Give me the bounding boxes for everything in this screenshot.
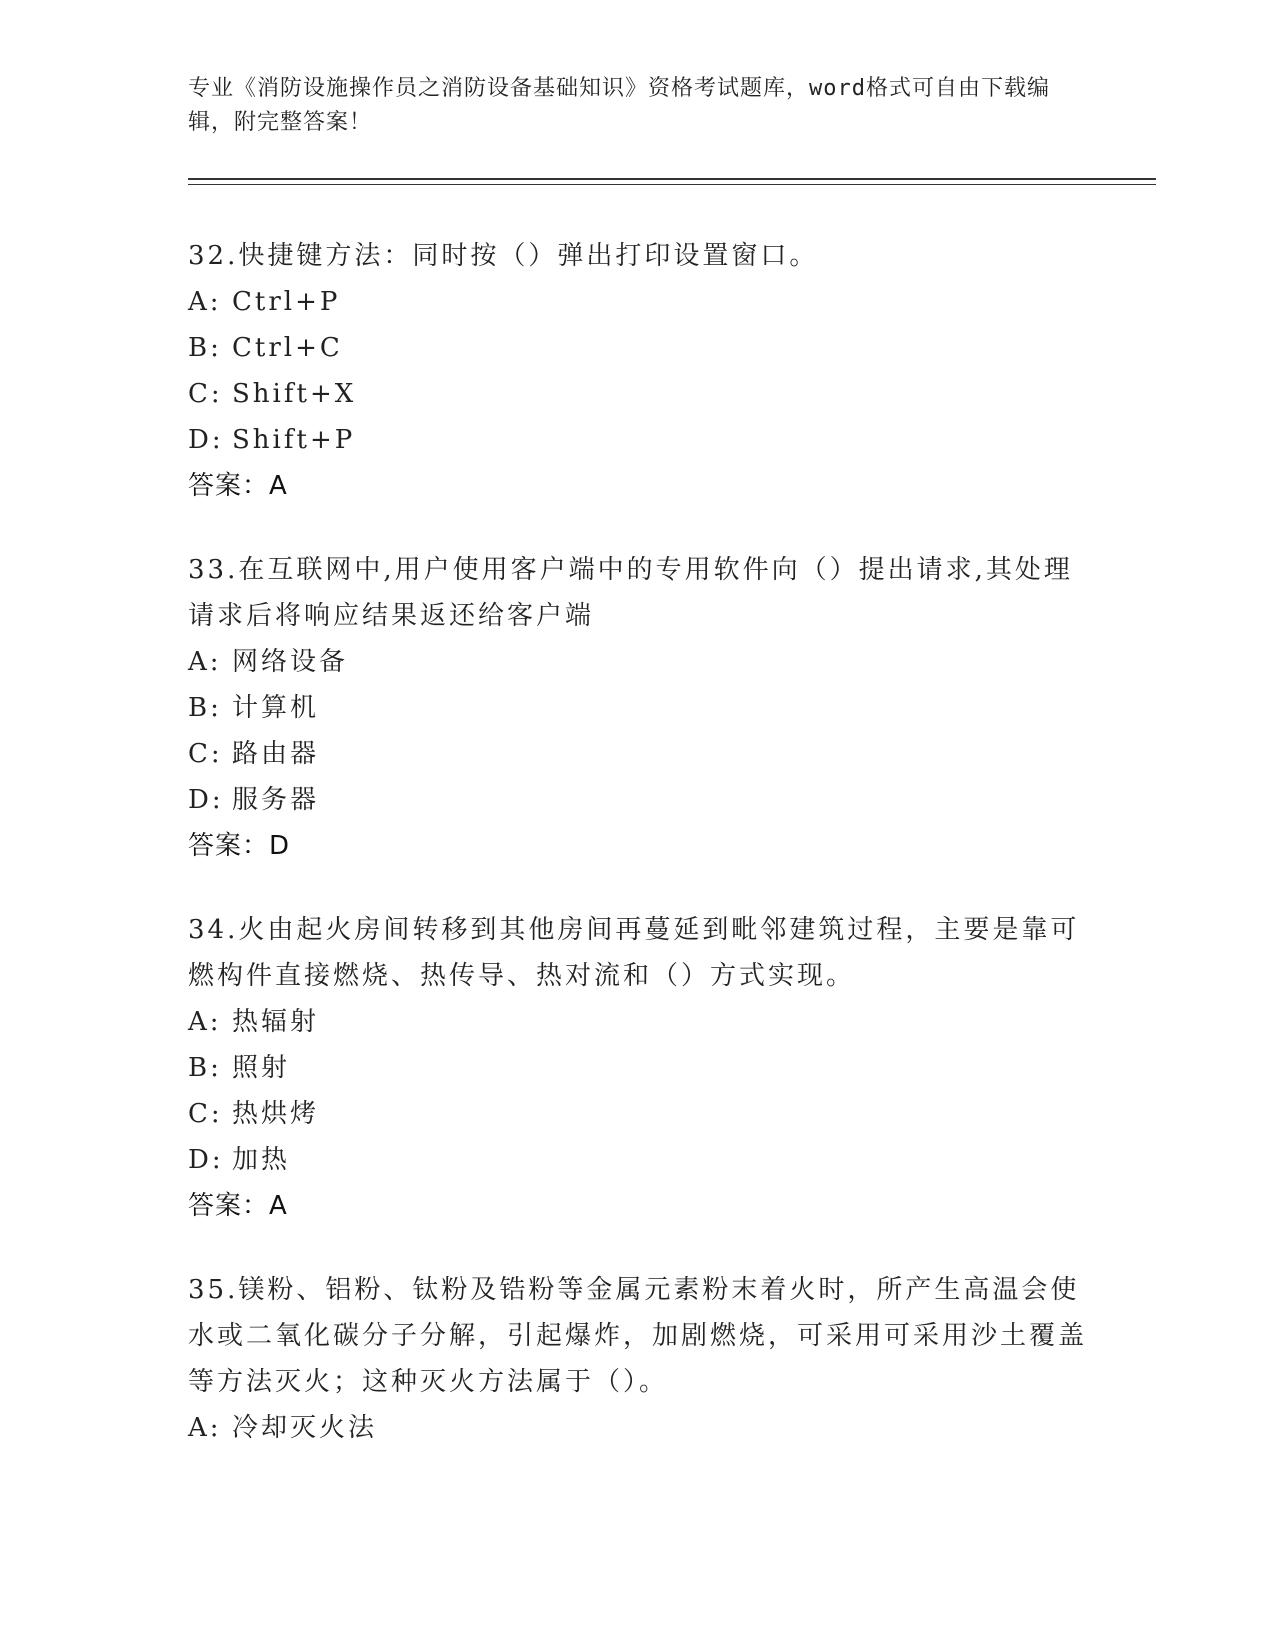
option-letter: B: (188, 1053, 222, 1083)
option-letter: C: (188, 739, 223, 769)
option-c (188, 371, 1088, 417)
option-letter: D: (188, 1145, 224, 1175)
option-text: Shift+P (232, 425, 356, 455)
option-letter: D: (188, 425, 224, 455)
option-text: Ctrl+P (232, 287, 341, 317)
option-letter: D: (188, 785, 224, 815)
option-a (188, 1405, 1088, 1451)
option-text: 热烘烤 (232, 1099, 320, 1129)
option-text: 照射 (232, 1053, 291, 1083)
question-text: 33.在互联网中,用户使用客户端中的专用软件向（）提出请求,其处理请求后将响应结果返还给客户端 (188, 555, 1073, 631)
option-b (188, 325, 1088, 371)
option-text: Shift+X (232, 379, 357, 409)
document-header-intro: 专业《消防设施操作员之消防设备基础知识》资格考试题库，word格式可自由下载编辑，附完整答案！ (188, 76, 1050, 135)
question-33 (188, 547, 1088, 869)
option-text: Ctrl+C (232, 333, 343, 363)
option-text: 网络设备 (232, 647, 349, 677)
option-letter: C: (188, 1099, 223, 1129)
question-text: 34.火由起火房间转移到其他房间再蔓延到毗邻建筑过程，主要是靠可燃构件直接燃烧、热传导、热对流和（）方式实现。 (188, 915, 1080, 991)
option-letter: C: (188, 379, 223, 409)
question-text: 32.快捷键方法：同时按（）弹出打印设置窗口。 (188, 241, 819, 271)
answer-line: 答案：A (188, 471, 288, 501)
option-letter: A: (188, 1413, 222, 1443)
question-35 (188, 1267, 1088, 1451)
option-letter: A: (188, 1007, 222, 1037)
answer-line: 答案：A (188, 1191, 288, 1221)
header-divider (188, 178, 1156, 180)
question-text: 35.镁粉、铝粉、钛粉及锆粉等金属元素粉末着火时，所产生高温会使水或二氧化碳分子分解，引起爆炸，加剧燃烧，可采用可采用沙土覆盖等方法灭火；这种灭火方法属于（）。 (188, 1275, 1088, 1397)
option-a (188, 639, 1088, 685)
option-d (188, 777, 1088, 823)
option-d (188, 1137, 1088, 1183)
option-b (188, 1045, 1088, 1091)
option-b (188, 685, 1088, 731)
option-c (188, 1091, 1088, 1137)
option-letter: A: (188, 287, 222, 317)
option-c (188, 731, 1088, 777)
question-34 (188, 907, 1088, 1229)
option-text: 计算机 (232, 693, 320, 723)
option-letter: B: (188, 693, 222, 723)
option-text: 冷却灭火法 (232, 1413, 378, 1443)
option-d (188, 417, 1088, 463)
option-letter: B: (188, 333, 222, 363)
option-text: 服务器 (232, 785, 320, 815)
question-32 (188, 233, 1088, 509)
option-text: 热辐射 (232, 1007, 320, 1037)
question-list (188, 233, 1088, 1489)
option-a (188, 279, 1088, 325)
option-text: 加热 (232, 1145, 291, 1175)
option-text: 路由器 (232, 739, 320, 769)
option-a (188, 999, 1088, 1045)
answer-line: 答案：D (188, 831, 291, 861)
header-divider-thin (188, 184, 1156, 185)
option-letter: A: (188, 647, 222, 677)
